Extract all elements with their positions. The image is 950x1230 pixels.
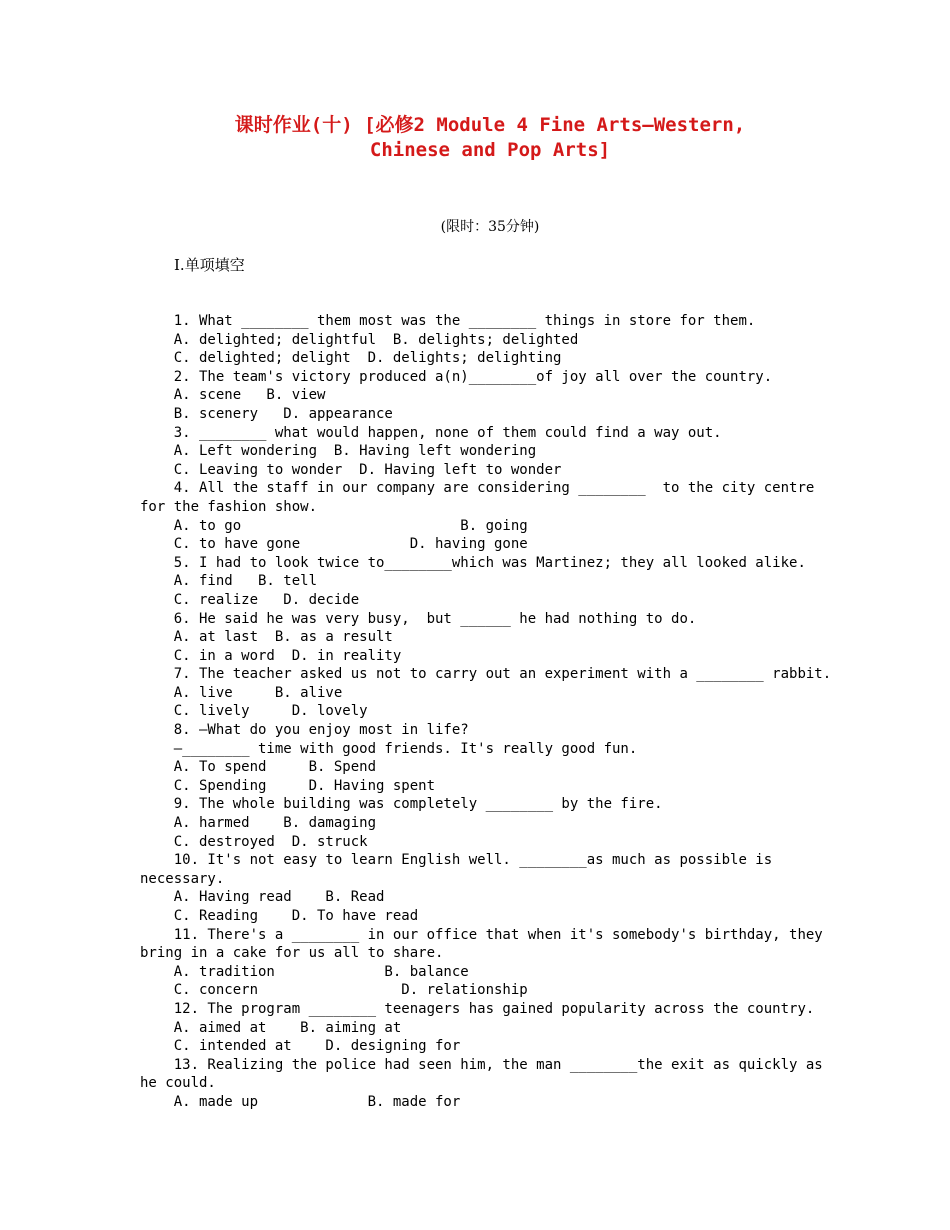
question-line: C. Spending D. Having spent	[140, 777, 436, 794]
question-line: C. to have gone D. having gone	[140, 536, 528, 553]
question-line: 13. Realizing the police had seen him, the man ________the exit as quickly as	[140, 1056, 823, 1073]
question-line: C. intended at D. designing for	[140, 1038, 461, 1055]
question-line: 3. ________ what would happen, none of them could find a way out.	[140, 424, 722, 441]
question-line: B. scenery D. appearance	[140, 405, 393, 422]
question-line: 6. He said he was very busy, but ______ he had nothing to do.	[140, 610, 697, 627]
question-line: A. at last B. as a result	[140, 629, 393, 646]
question-line: A. harmed B. damaging	[140, 815, 377, 832]
question-line: A. made up B. made for	[140, 1093, 461, 1110]
question-line: —________ time with good friends. It's really good fun.	[140, 740, 638, 757]
title-line-1: 课时作业(十) [必修2 Module 4 Fine Arts—Western,	[234, 114, 746, 136]
question-line: A. find B. tell	[140, 573, 318, 590]
question-line: bring in a cake for us all to share.	[140, 945, 444, 962]
question-line: A. Left wondering B. Having left wondering	[140, 443, 537, 460]
question-line: A. Having read B. Read	[140, 889, 385, 906]
question-line: 11. There's a ________ in our office that when it's somebody's birthday, they	[140, 926, 823, 943]
question-line: C. in a word D. in reality	[140, 647, 402, 664]
question-line: 10. It's not easy to learn English well. ________as much as possible is	[140, 852, 773, 869]
question-line: A. delighted; delightful B. delights; delighted	[140, 331, 579, 348]
question-line: A. to go B. going	[140, 517, 528, 534]
question-line: he could.	[140, 1075, 216, 1092]
question-line: C. lively D. lovely	[140, 703, 368, 720]
question-line: C. Reading D. To have read	[140, 908, 419, 924]
question-line: C. delighted; delight D. delights; delighting	[140, 350, 562, 367]
title-line-2: Chinese and Pop Arts]	[369, 139, 611, 161]
question-line: C. destroyed D. struck	[140, 833, 368, 850]
question-line: 12. The program ________ teenagers has gained popularity across the country.	[140, 1000, 815, 1017]
question-line: 4. All the staff in our company are considering ________ to the city centre	[140, 480, 815, 497]
question-line: A. tradition B. balance	[140, 963, 469, 980]
question-line: C. concern D. relationship	[140, 982, 528, 999]
time-limit: (限时：35分钟)	[440, 219, 540, 235]
section-heading: Ⅰ.单项填空	[174, 256, 245, 274]
question-line: for the fashion show.	[140, 498, 318, 515]
question-body	[140, 312, 832, 1112]
question-line: A. aimed at B. aiming at	[140, 1019, 402, 1036]
question-line: 8. —What do you enjoy most in life?	[140, 722, 469, 739]
question-line: A. To spend B. Spend	[140, 759, 377, 776]
question-line: C. realize D. decide	[140, 591, 360, 608]
question-line: A. scene B. view	[140, 387, 326, 404]
question-line: necessary.	[140, 870, 225, 887]
worksheet-title	[140, 113, 840, 163]
question-line: 2. The team's victory produced a(n)________of joy all over the country.	[140, 368, 773, 385]
question-line: 9. The whole building was completely ________ by the fire.	[140, 796, 663, 813]
question-line: A. live B. alive	[140, 684, 343, 701]
question-line: 1. What ________ them most was the ________ things in store for them.	[140, 313, 756, 329]
question-line: 7. The teacher asked us not to carry out an experiment with a ________ rabbit.	[140, 666, 832, 683]
question-line: C. Leaving to wonder D. Having left to wonder	[140, 461, 562, 478]
question-line: 5. I had to look twice to________which was Martinez; they all looked alike.	[140, 554, 806, 571]
